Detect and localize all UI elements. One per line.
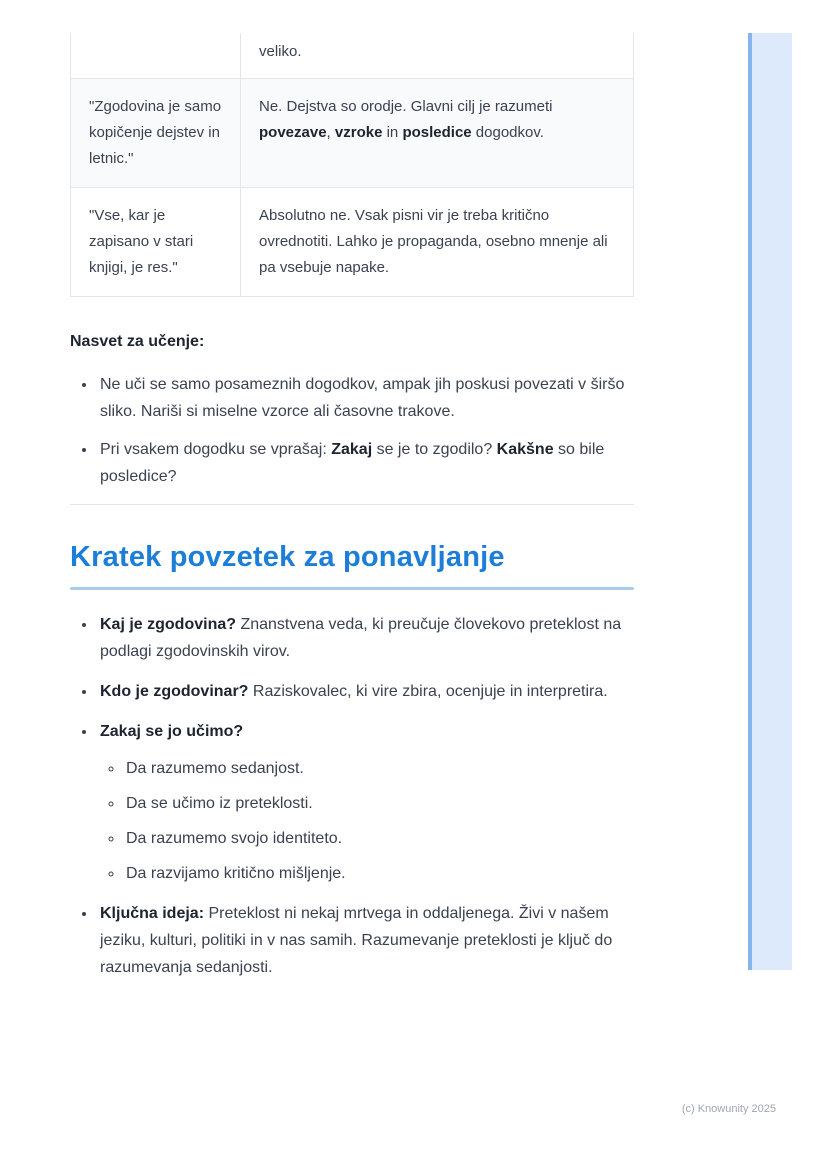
bold-term: Kdo je zgodovinar? <box>100 683 249 700</box>
myth-reality-table <box>70 33 634 297</box>
table-row-partial <box>71 33 634 79</box>
bold-term: vzroke <box>334 124 383 141</box>
text-run: se je to zgodilo? <box>372 441 497 458</box>
text-run: Raziskovalec, ki vire zbira, ocenjuje in interpretira. <box>248 683 608 700</box>
list-item <box>97 371 634 425</box>
myth-cell: "Vse, kar je zapisano v stari knjigi, je res." <box>71 188 241 297</box>
myth-cell: "Zgodovina je samo kopičenje dejstev in letnic." <box>71 79 241 188</box>
bold-term: posledice <box>402 124 472 141</box>
text-run: Ne. Dejstva so orodje. Glavni cilj je razumeti <box>259 98 553 115</box>
text-run: Absolutno ne. Vsak pisni vir je treba kritično ovrednotiti. Lahko je propaganda, osebno mnenje ali pa vsebuje napake. <box>259 207 608 276</box>
copyright-credit: (c) Knowunity 2025 <box>681 1103 776 1115</box>
text-run: veliko. <box>259 43 302 60</box>
sub-list-item: ◦ Da razumemo sedanjost. <box>124 756 634 782</box>
sub-list-item: ◦ Da razumemo svojo identiteto. <box>124 826 634 852</box>
bold-term: Zakaj se jo učimo? <box>100 723 244 740</box>
page-content <box>70 33 634 994</box>
answer-cell <box>241 188 634 297</box>
sub-list <box>100 756 634 887</box>
study-tip-heading-text: Nasvet za učenje: <box>70 333 205 350</box>
sub-list-item: ◦ Da razvijamo kritično mišljenje. <box>124 861 634 887</box>
myth-cell <box>71 33 241 79</box>
list-item <box>97 900 634 981</box>
text-run: so bile posledice? <box>100 441 605 485</box>
section-heading: Kratek povzetek za ponavljanje <box>70 541 505 573</box>
list-item <box>97 718 634 887</box>
text-run: Pri vsakem dogodku se vprašaj: <box>100 441 332 458</box>
heading-underline <box>70 587 634 590</box>
text-run: in <box>382 124 403 141</box>
text-run: Ne uči se samo posameznih dogodkov, ampak jih poskusi povezati v širšo sliko. Nariši si miselne vzorce ali časovne trakove. <box>100 376 625 420</box>
bold-term: Zakaj <box>331 441 373 458</box>
study-tip-heading <box>70 330 634 354</box>
bold-term: povezave <box>259 124 327 141</box>
study-tip-list <box>70 371 634 490</box>
bold-term: Kaj je zgodovina? <box>100 616 237 633</box>
list-item <box>97 678 634 705</box>
bold-term: Ključna ideja: <box>100 905 205 922</box>
side-decoration-bar <box>748 33 792 970</box>
list-item <box>97 436 634 490</box>
answer-cell <box>241 33 634 79</box>
text-run: , <box>326 124 335 141</box>
sub-list-item: ◦ Da se učimo iz preteklosti. <box>124 791 634 817</box>
summary-list <box>70 611 634 981</box>
answer-cell <box>241 79 634 188</box>
text-run: dogodkov. <box>471 124 544 141</box>
bold-term: Kakšne <box>496 441 554 458</box>
text-run: Znanstvena veda, ki preučuje človekovo preteklost na podlagi zgodovinskih virov. <box>100 616 622 660</box>
text-run: Preteklost ni nekaj mrtvega in oddaljenega. Živi v našem jeziku, kulturi, politiki in v nas samih. Razumevanje preteklosti je ključ do razumevanja sedanjosti. <box>100 905 613 976</box>
table-row <box>71 188 634 297</box>
section-divider <box>70 504 634 505</box>
table-row <box>71 79 634 188</box>
list-item <box>97 611 634 665</box>
